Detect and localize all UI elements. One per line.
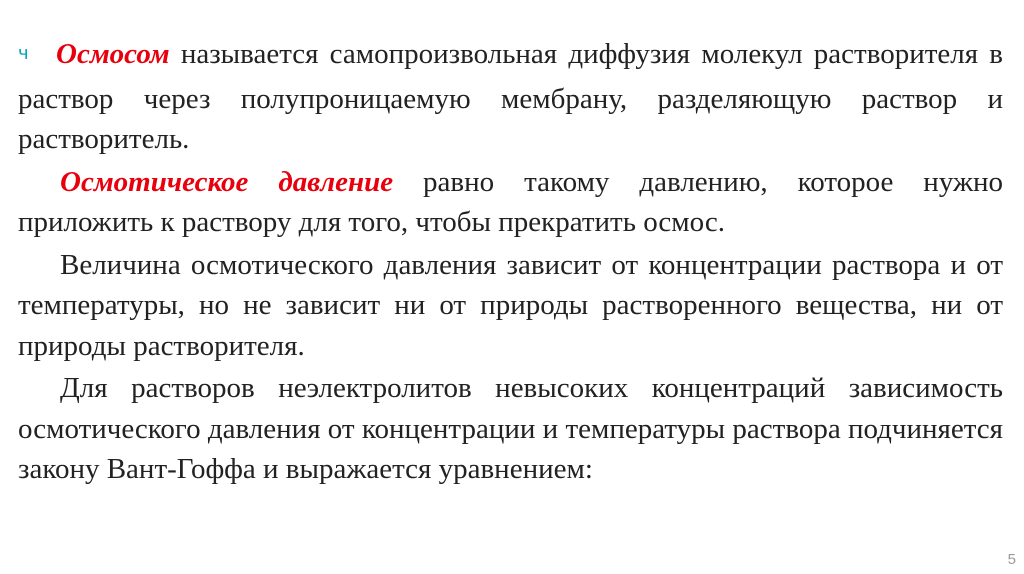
page-number: 5 — [1007, 551, 1016, 568]
paragraph-osmotic-pressure — [18, 162, 1003, 243]
paragraph-vant-hoff-law — [18, 368, 1003, 490]
paragraph-text: называется самопроизвольная диффузия молекул растворителя в раствор через полупроницаемую мембрану, разделяющую раствор и растворитель. — [18, 38, 1003, 155]
slide-body — [18, 34, 1003, 492]
paragraph-osmosis-definition — [18, 34, 1003, 160]
bullet-icon: ч — [18, 43, 29, 64]
term-osmosis: Осмосом — [56, 38, 170, 70]
paragraph-text: равно такому давлению, которое нужно приложить к раствору для того, чтобы прекратить осмос. — [18, 165, 1004, 238]
term-osmotic-pressure: Осмотическое давление — [60, 165, 394, 198]
paragraph-text: Для растворов неэлектролитов невысоких концентраций зависимость осмотического давления от концентрации и температуры раствора подчиняется закону Вант-Гоффа и выражается уравнением: — [18, 372, 1003, 485]
paragraph-text: Величина осмотического давления зависит от концентрации раствора и от температуры, но не зависит ни от природы растворенного вещества, ни от природы растворителя. — [18, 248, 1003, 362]
paragraph-pressure-dependence — [18, 245, 1003, 367]
